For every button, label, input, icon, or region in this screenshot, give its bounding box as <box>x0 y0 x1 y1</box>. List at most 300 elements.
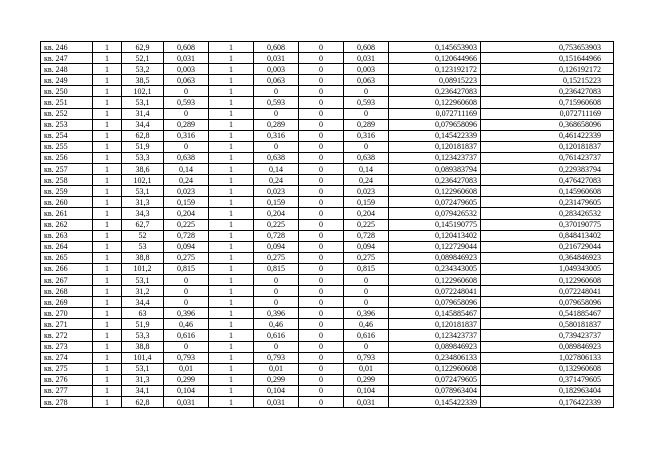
table-cell: 0,072248041 <box>389 286 481 297</box>
table-cell: 0 <box>344 286 389 297</box>
table-row <box>41 274 614 285</box>
apartment-label-cell: кв. 268 <box>41 286 93 297</box>
table-cell: 0,24 <box>344 175 389 186</box>
table-cell: 1 <box>93 130 122 141</box>
table-cell: 1 <box>209 152 254 163</box>
table-cell: 0 <box>299 263 344 274</box>
table-cell: 1 <box>209 241 254 252</box>
table-cell: 0,368658096 <box>481 119 614 130</box>
table-cell: 53,1 <box>122 363 164 374</box>
table-cell: 0 <box>344 86 389 97</box>
table-row <box>41 42 614 53</box>
table-cell: 0 <box>299 197 344 208</box>
table-cell: 31,3 <box>122 374 164 385</box>
table-cell: 0,120181837 <box>389 141 481 152</box>
table-cell: 1 <box>93 274 122 285</box>
table-cell: 1 <box>93 286 122 297</box>
table-cell: 0,151644966 <box>481 53 614 64</box>
table-cell: 31,4 <box>122 108 164 119</box>
table-cell: 0,145422339 <box>389 397 481 408</box>
table-row <box>41 352 614 363</box>
table-cell: 38,6 <box>122 164 164 175</box>
table-cell: 0 <box>299 108 344 119</box>
table-cell: 0 <box>299 385 344 396</box>
table-cell: 0,236427083 <box>389 175 481 186</box>
table-cell: 1 <box>93 230 122 241</box>
table-row <box>41 152 614 163</box>
table-cell: 0,461422339 <box>481 130 614 141</box>
table-cell: 0,593 <box>254 97 299 108</box>
table-cell: 62,8 <box>122 130 164 141</box>
table-cell: 0 <box>299 141 344 152</box>
apartment-label-cell: кв. 258 <box>41 175 93 186</box>
table-cell: 0,031 <box>164 53 209 64</box>
table-cell: 0,145960608 <box>481 186 614 197</box>
table-cell: 0,580181837 <box>481 319 614 330</box>
table-cell: 1,049343005 <box>481 263 614 274</box>
table-cell: 0,063 <box>344 75 389 86</box>
table-cell: 0,122960608 <box>389 97 481 108</box>
apartment-label-cell: кв. 274 <box>41 352 93 363</box>
table-cell: 0 <box>344 108 389 119</box>
table-cell: 0 <box>164 141 209 152</box>
table-cell: 0 <box>299 119 344 130</box>
apartment-label-cell: кв. 256 <box>41 152 93 163</box>
apartment-label-cell: кв. 254 <box>41 130 93 141</box>
table-cell: 0 <box>344 297 389 308</box>
table-cell: 1 <box>209 175 254 186</box>
table-cell: 0,122729044 <box>389 241 481 252</box>
table-cell: 1 <box>209 164 254 175</box>
table-cell: 0,079658096 <box>389 119 481 130</box>
table-cell: 34,3 <box>122 208 164 219</box>
table-cell: 1 <box>209 286 254 297</box>
table-cell: 0,15215223 <box>481 75 614 86</box>
table-cell: 1 <box>93 385 122 396</box>
table-cell: 0,023 <box>164 186 209 197</box>
table-cell: 1 <box>209 97 254 108</box>
table-cell: 1 <box>209 319 254 330</box>
table-cell: 1 <box>209 64 254 75</box>
table-cell: 0,120644966 <box>389 53 481 64</box>
table-cell: 0 <box>299 219 344 230</box>
table-cell: 0 <box>344 341 389 352</box>
table-cell: 0,728 <box>344 230 389 241</box>
apartment-label-cell: кв. 267 <box>41 274 93 285</box>
table-cell: 0,145885467 <box>389 308 481 319</box>
table-cell: 0,593 <box>164 97 209 108</box>
table-cell: 1 <box>209 263 254 274</box>
table-cell: 1 <box>93 352 122 363</box>
table-cell: 52 <box>122 230 164 241</box>
table-cell: 34,4 <box>122 297 164 308</box>
table-cell: 102,1 <box>122 86 164 97</box>
table-cell: 0 <box>299 352 344 363</box>
table-cell: 1 <box>209 86 254 97</box>
table-cell: 1 <box>93 208 122 219</box>
table-cell: 0,094 <box>344 241 389 252</box>
table-row <box>41 64 614 75</box>
table-cell: 1 <box>209 119 254 130</box>
table-cell: 1 <box>209 274 254 285</box>
table-cell: 0,072248041 <box>481 286 614 297</box>
table-cell: 51,9 <box>122 141 164 152</box>
apartment-label-cell: кв. 270 <box>41 308 93 319</box>
table-cell: 0,023 <box>254 186 299 197</box>
table-row <box>41 308 614 319</box>
table-cell: 0,120181837 <box>389 319 481 330</box>
apartment-label-cell: кв. 271 <box>41 319 93 330</box>
table-cell: 1,027806133 <box>481 352 614 363</box>
table-cell: 0,031 <box>344 397 389 408</box>
table-row <box>41 86 614 97</box>
table-cell: 0,079426532 <box>389 208 481 219</box>
table-cell: 0,072479605 <box>389 374 481 385</box>
table-cell: 0,122960608 <box>389 274 481 285</box>
table-row <box>41 141 614 152</box>
table-row <box>41 297 614 308</box>
table-row <box>41 119 614 130</box>
table-cell: 0,089383794 <box>389 164 481 175</box>
table-cell: 0,46 <box>164 319 209 330</box>
table-cell: 0,275 <box>344 252 389 263</box>
table-row <box>41 241 614 252</box>
table-cell: 38,8 <box>122 341 164 352</box>
table-cell: 0,01 <box>344 363 389 374</box>
table-cell: 1 <box>93 97 122 108</box>
table-cell: 0,616 <box>164 330 209 341</box>
table-cell: 0,593 <box>344 97 389 108</box>
table-cell: 0,396 <box>254 308 299 319</box>
table-cell: 0,089846923 <box>389 341 481 352</box>
table-row <box>41 175 614 186</box>
table-cell: 1 <box>209 230 254 241</box>
table-cell: 1 <box>93 75 122 86</box>
table-row <box>41 374 614 385</box>
table-cell: 53 <box>122 241 164 252</box>
table-cell: 1 <box>209 374 254 385</box>
table-cell: 63 <box>122 308 164 319</box>
table-cell: 53,1 <box>122 274 164 285</box>
table-cell: 0,08915223 <box>389 75 481 86</box>
table-cell: 0,608 <box>344 42 389 53</box>
table-cell: 0,122960608 <box>389 363 481 374</box>
table-cell: 1 <box>93 397 122 408</box>
table-row <box>41 97 614 108</box>
table-cell: 0 <box>299 363 344 374</box>
apartment-label-cell: кв. 255 <box>41 141 93 152</box>
table-cell: 1 <box>209 219 254 230</box>
table-cell: 1 <box>209 363 254 374</box>
apartment-label-cell: кв. 247 <box>41 53 93 64</box>
apartment-label-cell: кв. 277 <box>41 385 93 396</box>
apartment-label-cell: кв. 278 <box>41 397 93 408</box>
table-cell: 0 <box>164 274 209 285</box>
table-cell: 0 <box>254 141 299 152</box>
table-cell: 0,299 <box>164 374 209 385</box>
table-cell: 0,14 <box>254 164 299 175</box>
table-cell: 0,126192172 <box>481 64 614 75</box>
table-cell: 1 <box>93 297 122 308</box>
table-cell: 0,204 <box>254 208 299 219</box>
table-cell: 0,283426532 <box>481 208 614 219</box>
table-cell: 0,120413402 <box>389 230 481 241</box>
table-cell: 0,089846923 <box>481 341 614 352</box>
table-cell: 0,104 <box>164 385 209 396</box>
table-cell: 0,848413402 <box>481 230 614 241</box>
table-cell: 38,8 <box>122 252 164 263</box>
table-cell: 0 <box>299 374 344 385</box>
table-cell: 1 <box>93 219 122 230</box>
table-cell: 34,1 <box>122 385 164 396</box>
table-cell: 1 <box>93 164 122 175</box>
apartment-label-cell: кв. 260 <box>41 197 93 208</box>
table-cell: 62,7 <box>122 219 164 230</box>
table-cell: 0,122960608 <box>481 274 614 285</box>
table-cell: 1 <box>93 308 122 319</box>
table-cell: 0,003 <box>164 64 209 75</box>
table-cell: 31,2 <box>122 286 164 297</box>
table-cell: 0,120181837 <box>481 141 614 152</box>
table-cell: 1 <box>93 374 122 385</box>
table-cell: 0 <box>299 208 344 219</box>
table-cell: 0,739423737 <box>481 330 614 341</box>
table-cell: 0 <box>299 297 344 308</box>
apartment-label-cell: кв. 252 <box>41 108 93 119</box>
table-cell: 0 <box>299 152 344 163</box>
table-cell: 1 <box>93 186 122 197</box>
apartment-label-cell: кв. 262 <box>41 219 93 230</box>
apartment-label-cell: кв. 263 <box>41 230 93 241</box>
table-body <box>41 42 614 408</box>
table-row <box>41 319 614 330</box>
table-cell: 0,275 <box>254 252 299 263</box>
table-cell: 0 <box>254 274 299 285</box>
table-cell: 0 <box>299 175 344 186</box>
table-cell: 1 <box>93 175 122 186</box>
apartment-label-cell: кв. 266 <box>41 263 93 274</box>
table-cell: 62,8 <box>122 397 164 408</box>
table-cell: 0,182963404 <box>481 385 614 396</box>
table-cell: 0 <box>164 108 209 119</box>
table-cell: 53,2 <box>122 64 164 75</box>
table-cell: 1 <box>93 42 122 53</box>
table-cell: 102,1 <box>122 175 164 186</box>
table-cell: 0,616 <box>254 330 299 341</box>
table-cell: 0 <box>299 164 344 175</box>
table-cell: 0,234806133 <box>389 352 481 363</box>
table-cell: 0,159 <box>164 197 209 208</box>
table-cell: 1 <box>93 152 122 163</box>
table-cell: 0,094 <box>164 241 209 252</box>
table-cell: 0,159 <box>254 197 299 208</box>
table-row <box>41 219 614 230</box>
table-cell: 0,316 <box>344 130 389 141</box>
table-cell: 0,079658096 <box>481 297 614 308</box>
table-cell: 0,234343005 <box>389 263 481 274</box>
table-cell: 53,3 <box>122 152 164 163</box>
table-cell: 0,364846923 <box>481 252 614 263</box>
table-cell: 0,14 <box>344 164 389 175</box>
table-row <box>41 263 614 274</box>
apartment-label-cell: кв. 246 <box>41 42 93 53</box>
table-cell: 0 <box>344 141 389 152</box>
table-cell: 0,031 <box>164 397 209 408</box>
table-cell: 0,123423737 <box>389 152 481 163</box>
table-cell: 1 <box>209 341 254 352</box>
table-cell: 53,1 <box>122 186 164 197</box>
apartment-label-cell: кв. 253 <box>41 119 93 130</box>
table-cell: 62,9 <box>122 42 164 53</box>
table-cell: 1 <box>209 130 254 141</box>
table-row <box>41 363 614 374</box>
apartment-label-cell: кв. 257 <box>41 164 93 175</box>
table-cell: 0 <box>299 53 344 64</box>
table-cell: 0 <box>254 108 299 119</box>
table-cell: 1 <box>93 319 122 330</box>
table-cell: 0,476427083 <box>481 175 614 186</box>
table-cell: 0,104 <box>344 385 389 396</box>
table-cell: 0,229383794 <box>481 164 614 175</box>
table-cell: 0 <box>299 252 344 263</box>
table-cell: 0,236427083 <box>481 86 614 97</box>
table-cell: 0,24 <box>164 175 209 186</box>
table-cell: 1 <box>209 42 254 53</box>
table-cell: 0,072711169 <box>389 108 481 119</box>
table-cell: 0 <box>254 86 299 97</box>
table-cell: 0,396 <box>164 308 209 319</box>
table-cell: 0,815 <box>164 263 209 274</box>
table-cell: 0,638 <box>164 152 209 163</box>
table-cell: 0 <box>299 86 344 97</box>
table-cell: 0 <box>254 341 299 352</box>
table-cell: 0 <box>164 341 209 352</box>
table-cell: 0,299 <box>254 374 299 385</box>
table-cell: 34,4 <box>122 119 164 130</box>
table-cell: 0,132960608 <box>481 363 614 374</box>
table-cell: 0 <box>164 86 209 97</box>
table-row <box>41 230 614 241</box>
table-cell: 1 <box>209 385 254 396</box>
table-cell: 0 <box>254 297 299 308</box>
apartment-label-cell: кв. 249 <box>41 75 93 86</box>
table-cell: 101,4 <box>122 352 164 363</box>
table-cell: 0,145422339 <box>389 130 481 141</box>
table-cell: 0,608 <box>164 42 209 53</box>
table-cell: 0,231479605 <box>481 197 614 208</box>
table-row <box>41 341 614 352</box>
table-row <box>41 108 614 119</box>
table-cell: 0,159 <box>344 197 389 208</box>
table-cell: 0 <box>299 330 344 341</box>
table-cell: 1 <box>93 330 122 341</box>
table-cell: 0,123192172 <box>389 64 481 75</box>
table-cell: 0,003 <box>254 64 299 75</box>
table-cell: 1 <box>93 141 122 152</box>
table-cell: 0,176422339 <box>481 397 614 408</box>
table-row <box>41 208 614 219</box>
table-row <box>41 75 614 86</box>
table-cell: 1 <box>209 75 254 86</box>
table-cell: 0,289 <box>254 119 299 130</box>
table-cell: 0,122960608 <box>389 186 481 197</box>
table-cell: 0,761423737 <box>481 152 614 163</box>
table-cell: 1 <box>209 252 254 263</box>
table-cell: 1 <box>209 308 254 319</box>
table-cell: 0 <box>299 64 344 75</box>
table-cell: 0 <box>299 319 344 330</box>
table-cell: 0 <box>164 297 209 308</box>
table-cell: 0,715960608 <box>481 97 614 108</box>
apartment-data-table <box>40 41 614 408</box>
table-cell: 0,793 <box>344 352 389 363</box>
apartment-label-cell: кв. 276 <box>41 374 93 385</box>
table-cell: 1 <box>93 53 122 64</box>
table-cell: 0,289 <box>344 119 389 130</box>
table-cell: 0,815 <box>254 263 299 274</box>
table-cell: 0,104 <box>254 385 299 396</box>
table-cell: 0,728 <box>254 230 299 241</box>
apartment-label-cell: кв. 273 <box>41 341 93 352</box>
table-cell: 0,316 <box>254 130 299 141</box>
table-row <box>41 197 614 208</box>
table-cell: 0,236427083 <box>389 86 481 97</box>
table-cell: 0,541885467 <box>481 308 614 319</box>
table-cell: 0,031 <box>254 397 299 408</box>
table-cell: 1 <box>93 252 122 263</box>
table-row <box>41 53 614 64</box>
table-cell: 0,003 <box>344 64 389 75</box>
table-cell: 0,204 <box>164 208 209 219</box>
table-cell: 0,275 <box>164 252 209 263</box>
table-cell: 0,145190775 <box>389 219 481 230</box>
apartment-label-cell: кв. 265 <box>41 252 93 263</box>
table-cell: 0,638 <box>344 152 389 163</box>
table-cell: 1 <box>93 197 122 208</box>
table-cell: 1 <box>93 108 122 119</box>
table-row <box>41 385 614 396</box>
table-cell: 0,608 <box>254 42 299 53</box>
table-cell: 0,370190775 <box>481 219 614 230</box>
table-row <box>41 164 614 175</box>
table-cell: 0,46 <box>344 319 389 330</box>
table-cell: 0,031 <box>254 53 299 64</box>
table-cell: 53,3 <box>122 330 164 341</box>
table-cell: 0 <box>344 274 389 285</box>
apartment-label-cell: кв. 264 <box>41 241 93 252</box>
table-cell: 0 <box>299 274 344 285</box>
table-cell: 0,815 <box>344 263 389 274</box>
table-cell: 1 <box>93 241 122 252</box>
table-row <box>41 330 614 341</box>
table-cell: 0,753653903 <box>481 42 614 53</box>
apartment-label-cell: кв. 251 <box>41 97 93 108</box>
table-cell: 0,01 <box>164 363 209 374</box>
table-row <box>41 186 614 197</box>
table-cell: 1 <box>93 363 122 374</box>
apartment-label-cell: кв. 259 <box>41 186 93 197</box>
table-cell: 0,089846923 <box>389 252 481 263</box>
table-cell: 0,371479605 <box>481 374 614 385</box>
table-cell: 0 <box>299 397 344 408</box>
table-cell: 0,14 <box>164 164 209 175</box>
table-cell: 0,616 <box>344 330 389 341</box>
table-cell: 101,2 <box>122 263 164 274</box>
table-cell: 0,145653903 <box>389 42 481 53</box>
apartment-label-cell: кв. 275 <box>41 363 93 374</box>
table-cell: 0 <box>164 286 209 297</box>
table-cell: 0,204 <box>344 208 389 219</box>
